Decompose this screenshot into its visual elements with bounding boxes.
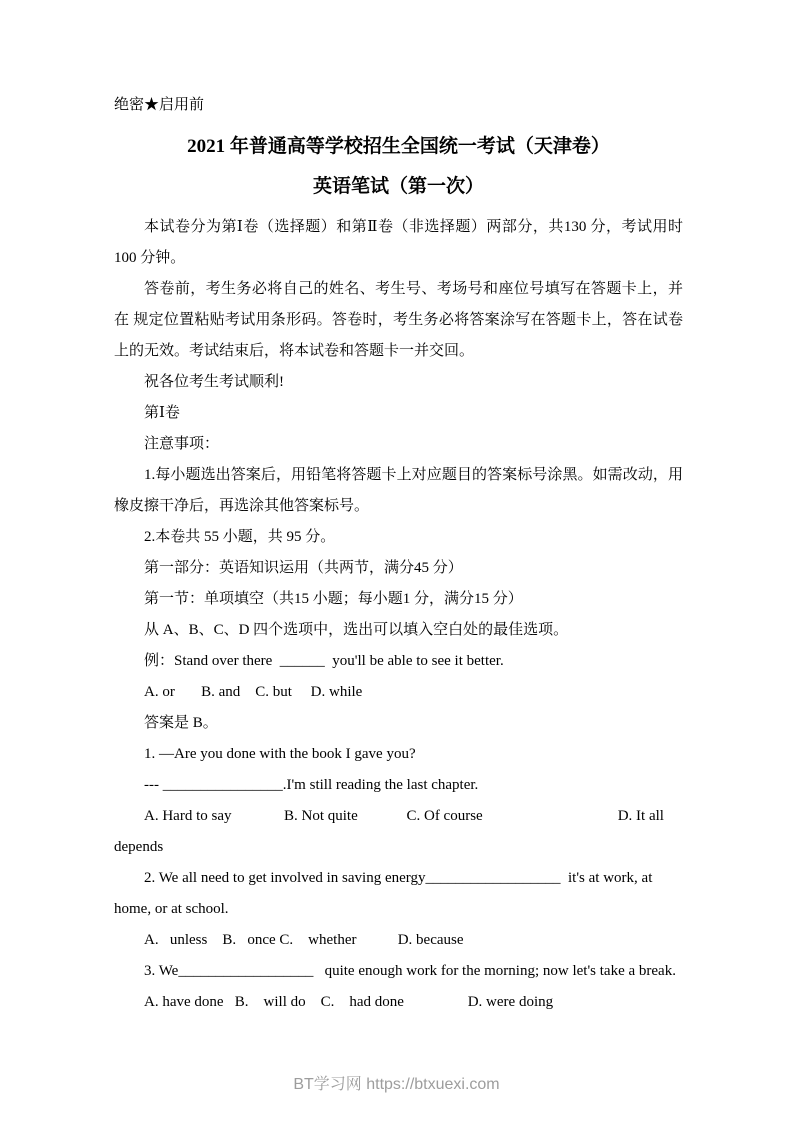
part-heading: 第一部分：英语知识运用（共两节，满分45 分） xyxy=(144,560,463,576)
exam-title: 2021 年普通高等学校招生全国统一考试（天津卷） xyxy=(187,136,610,157)
question-3-options: A. have done B. will do C. had done D. were doing xyxy=(144,994,554,1010)
note-1: 1.每小题选出答案后，用铅笔将答题卡上对应题目的答案标号涂黑。如需改动，用 橡皮擦干净后，再选涂其他答案标号。 xyxy=(114,467,683,514)
note-2: 2.本卷共 55 小题，共 95 分。 xyxy=(144,529,336,545)
question-3-stem: 3. We__________________ quite enough work for the morning; now let's take a break. xyxy=(144,963,676,979)
example-answer: 答案是 B。 xyxy=(144,715,218,731)
watermark-footer: BT学习网 https://btxuexi.com xyxy=(293,1076,500,1093)
example-options: A. or B. and C. but D. while xyxy=(144,684,363,700)
intro-paragraph-1: 本试卷分为第Ⅰ卷（选择题）和第Ⅱ卷（非选择题）两部分，共130 分，考试用时 100 分钟。 xyxy=(114,219,683,266)
question-1-stem: 1. —Are you done with the book I gave you? xyxy=(144,746,416,762)
question-3 xyxy=(114,956,683,1018)
question-1 xyxy=(114,739,683,863)
question-2 xyxy=(114,863,683,956)
section-instruction: 从 A、B、C、D 四个选项中，选出可以填入空白处的最佳选项。 xyxy=(144,622,569,638)
intro-paragraph-2: 答卷前，考生务必将自己的姓名、考生号、考场号和座位号填写在答题卡上，并在 规定位置粘贴考试用条形码。答卷时，考生务必将答案涂写在答题卡上，答在试卷上的无效。考试结束后，将本试卷和答题卡一并交回。 xyxy=(114,281,683,359)
question-1-response-blank: --- ________________.I'm still reading the last chapter. xyxy=(144,777,479,793)
volume-heading: 第Ⅰ卷 xyxy=(144,405,180,421)
exam-subtitle: 英语笔试（第一次） xyxy=(312,176,484,197)
question-2-stem: 2. We all need to get involved in saving energy__________________ it's at work, at home, or at school. xyxy=(114,870,657,917)
security-notice: 绝密★启用前 xyxy=(114,97,205,113)
section-heading: 第一节：单项填空（共15 小题；每小题1 分，满分15 分） xyxy=(144,591,523,607)
question-2-options: A. unless B. once C. whether D. because xyxy=(144,932,464,948)
exam-content xyxy=(114,94,683,1018)
example-stem: 例：Stand over there ______ you'll be able to see it better. xyxy=(144,653,504,669)
question-1-options: A. Hard to say B. Not quite C. Of course D. It all depends xyxy=(114,808,668,855)
notes-heading: 注意事项： xyxy=(144,436,220,452)
wish-line: 祝各位考生考试顺利! xyxy=(144,374,284,390)
